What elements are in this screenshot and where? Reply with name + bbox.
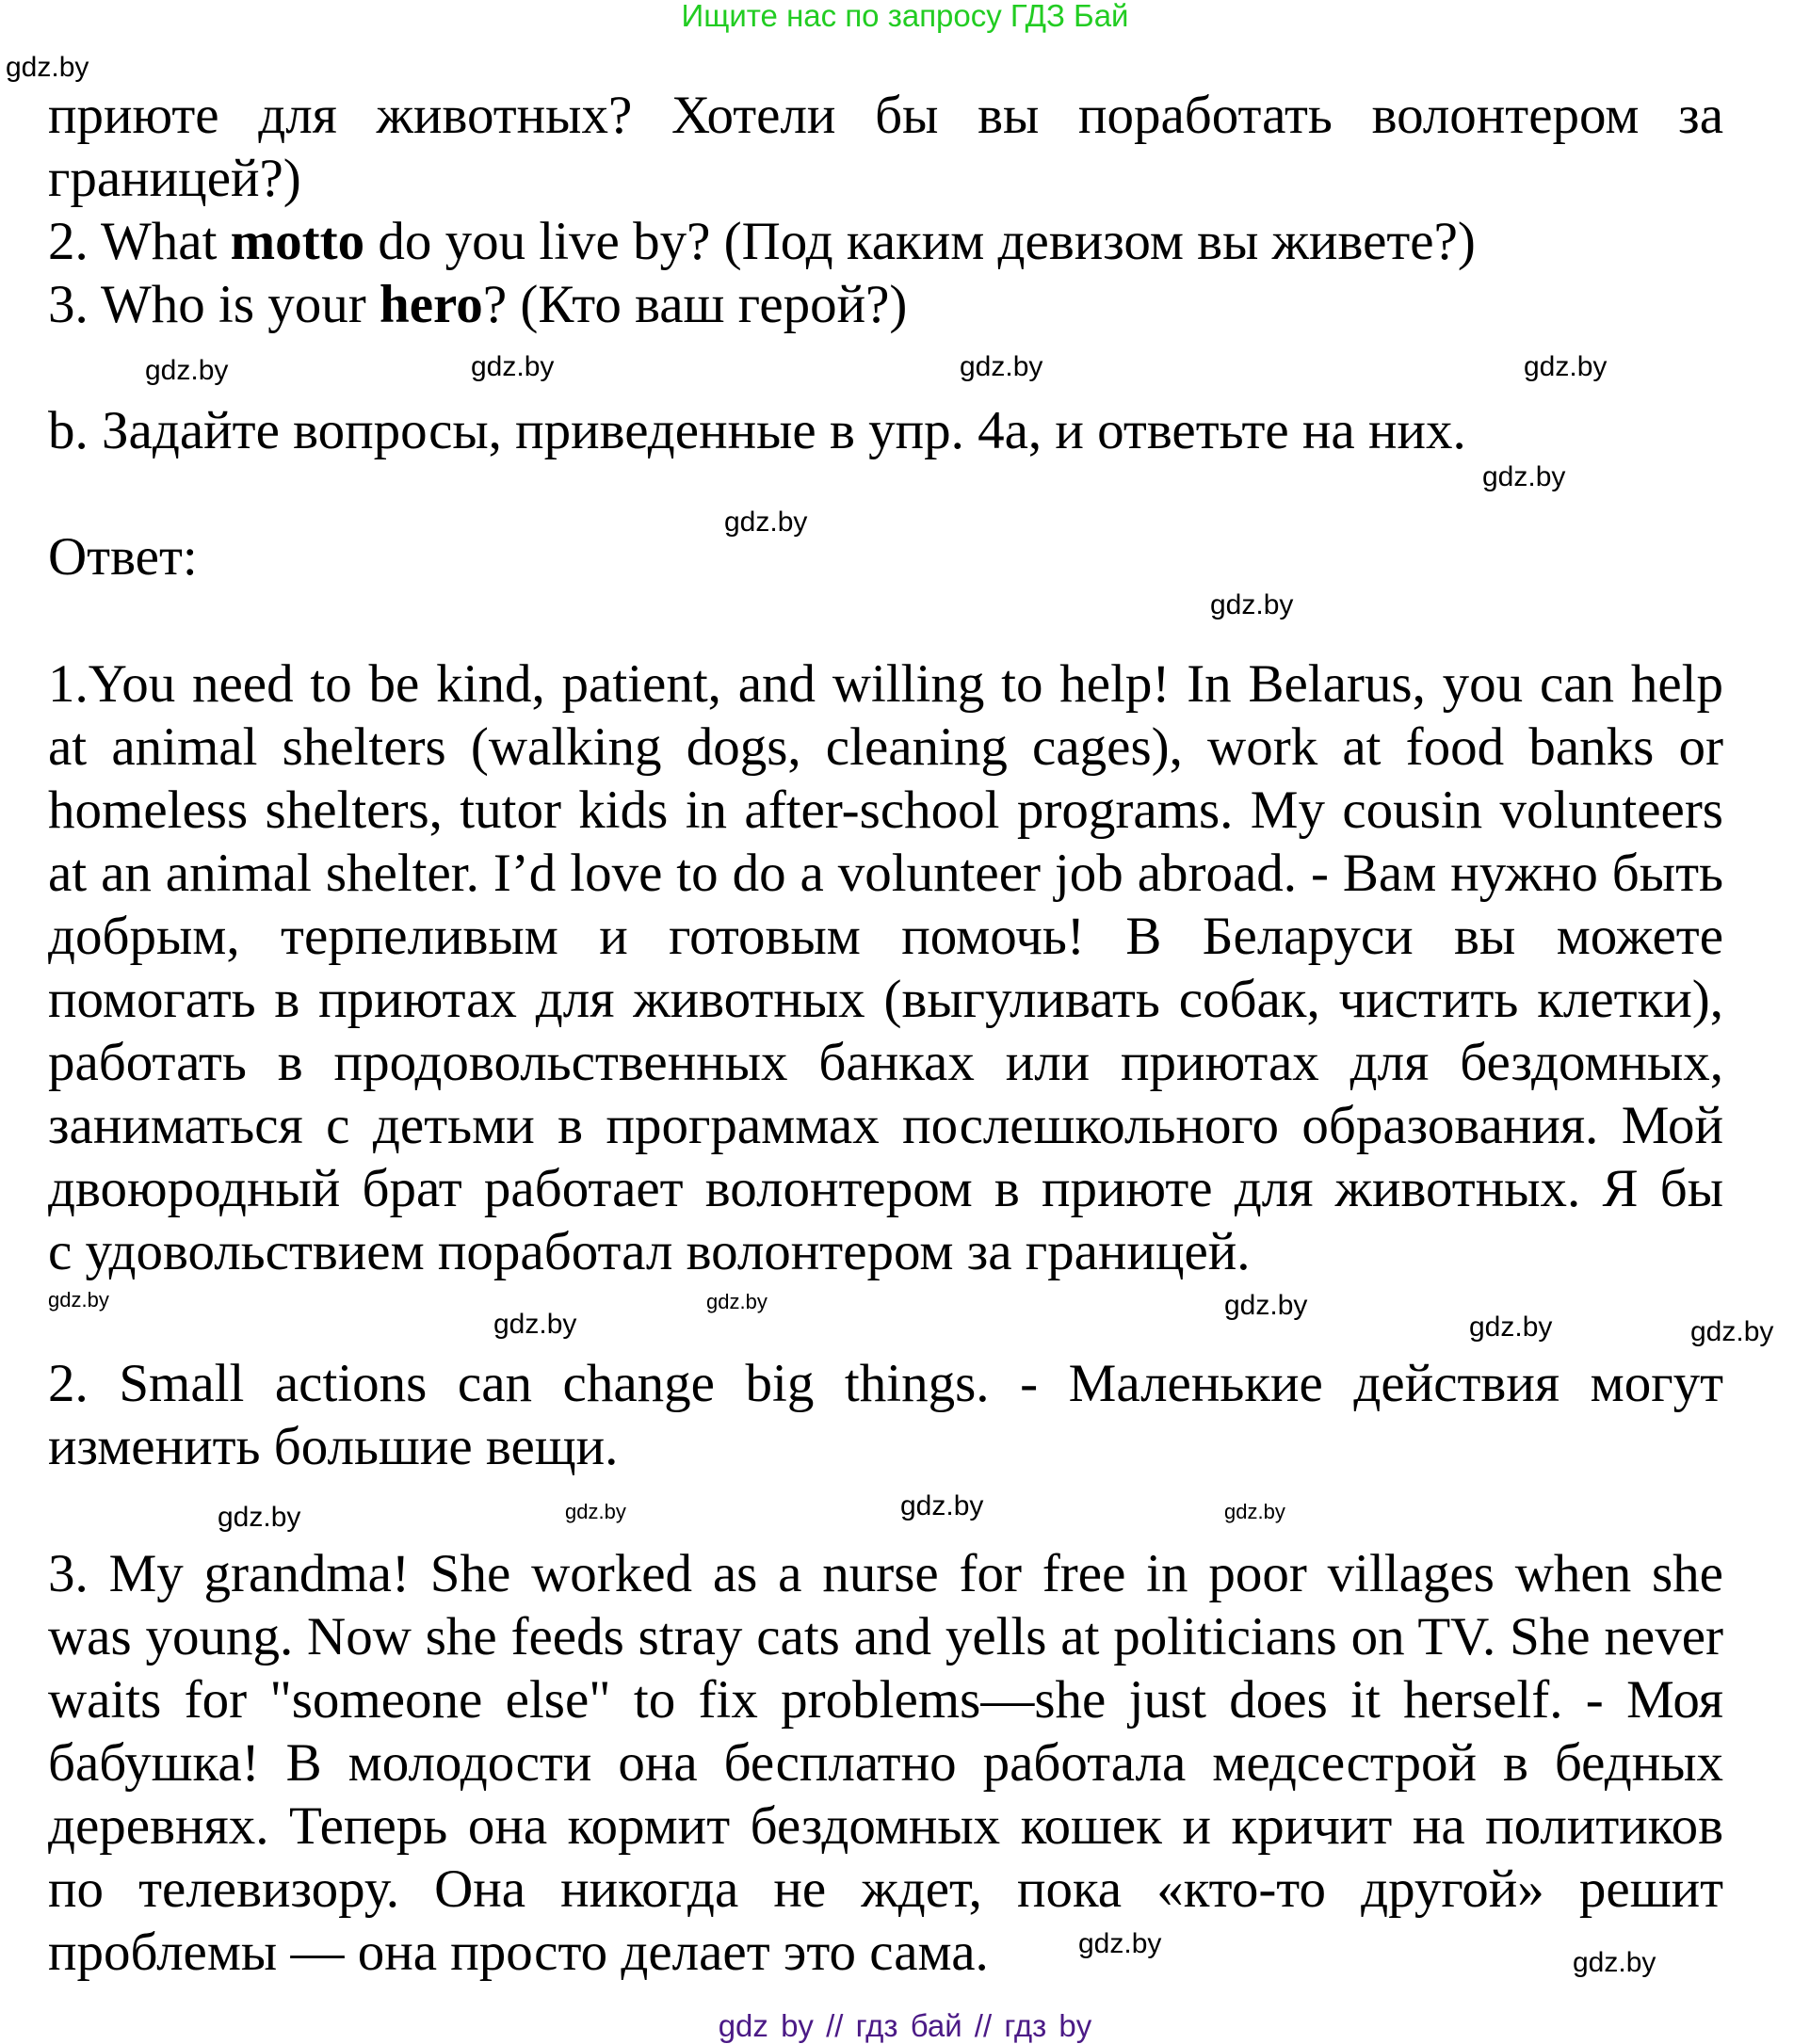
text-line: бабушка! В молодости она бесплатно работала медсестрой в бедных — [48, 1733, 1723, 1793]
text: 2. What — [48, 212, 231, 271]
watermark: gdz.by — [6, 52, 89, 83]
watermark: gdz.by — [565, 1500, 626, 1523]
text-line: 2. Small actions can change big things. - Маленькие действия могут — [48, 1354, 1723, 1413]
text: ? (Кто ваш герой?) — [482, 275, 908, 334]
text-line: waits for "someone else" to fix problems—she just does it herself. - Моя — [48, 1670, 1723, 1730]
text-line: Ответ: — [48, 527, 198, 587]
watermark: gdz.by — [960, 351, 1043, 382]
watermark: gdz.by — [145, 355, 229, 386]
text-line: приюте для животных? Хотели бы вы поработать волонтером за — [48, 86, 1723, 145]
text-line: с удовольствием поработал волонтером за границей. — [48, 1222, 1251, 1281]
answer-label — [48, 525, 1723, 588]
text-line: was young. Now she feeds stray cats and yells at politicians on TV. She never — [48, 1607, 1723, 1666]
answer-2 — [48, 1352, 1723, 1478]
text-line: изменить большие вещи. — [48, 1417, 619, 1476]
text-line: заниматься с детьми в программах послешкольного образования. Мой — [48, 1096, 1723, 1155]
text-line: 1.You need to be kind, patient, and willing to help! In Belarus, you can help — [48, 654, 1723, 714]
text-line: homeless shelters, tutor kids in after-school programs. My cousin volunteers — [48, 781, 1723, 840]
watermark: gdz.by — [1482, 461, 1566, 492]
question-block — [48, 84, 1723, 336]
question-3 — [48, 273, 907, 336]
answer-3 — [48, 1542, 1723, 1984]
text-line: at an animal shelter. I’d love to do a volunteer job abroad. - Вам нужно быть — [48, 844, 1723, 903]
task-b — [48, 399, 1723, 462]
watermark: gdz.by — [706, 1290, 768, 1313]
text-line: границей?) — [48, 149, 301, 208]
watermark: gdz.by — [1224, 1500, 1285, 1523]
watermark: gdz.by — [471, 351, 555, 382]
text-line: b. Задайте вопросы, приведенные в упр. 4а, и ответьте на них. — [48, 401, 1466, 460]
keyword-hero: hero — [380, 275, 483, 334]
footer-banner: gdz by // гдз бай // гдз by — [718, 2008, 1092, 2043]
text-line: по телевизору. Она никогда не ждет, пока «кто-то другой» решит — [48, 1859, 1723, 1919]
text: do you live by? (Под каким девизом вы живете?) — [364, 212, 1476, 271]
watermark: gdz.by — [493, 1309, 577, 1340]
watermark: gdz.by — [1690, 1316, 1774, 1347]
watermark: gdz.by — [48, 1288, 109, 1312]
watermark: gdz.by — [218, 1502, 301, 1533]
text-line: проблемы — она просто делает это сама. — [48, 1923, 989, 1982]
text-line: деревнях. Теперь она кормит бездомных кошек и кричит на политиков — [48, 1796, 1723, 1856]
text-line: 3. My grandma! She worked as a nurse for free in poor villages when she — [48, 1544, 1723, 1603]
watermark: gdz.by — [1224, 1290, 1308, 1321]
watermark: gdz.by — [1210, 589, 1294, 620]
question-2 — [48, 210, 1476, 273]
watermark: gdz.by — [1078, 1928, 1162, 1959]
text-line: работать в продовольственных банках или приютах для бездомных, — [48, 1033, 1723, 1092]
text-line: добрым, терпеливым и готовым помочь! В Беларуси вы можете — [48, 907, 1723, 966]
text-line: at animal shelters (walking dogs, cleaning cages), work at food banks or — [48, 717, 1723, 777]
watermark: gdz.by — [1469, 1312, 1553, 1343]
text-line: двоюродный брат работает волонтером в приюте для животных. Я бы — [48, 1159, 1723, 1218]
watermark: gdz.by — [724, 507, 808, 538]
answer-1 — [48, 652, 1723, 1283]
search-hint-banner: Ищите нас по запросу ГДЗ Бай — [681, 0, 1129, 33]
watermark: gdz.by — [1524, 351, 1608, 382]
watermark: gdz.by — [900, 1490, 984, 1521]
text-line: помогать в приютах для животных (выгуливать собак, чистить клетки), — [48, 970, 1723, 1029]
watermark: gdz.by — [1573, 1947, 1656, 1978]
text: 3. Who is your — [48, 275, 380, 334]
keyword-motto: motto — [230, 212, 365, 271]
